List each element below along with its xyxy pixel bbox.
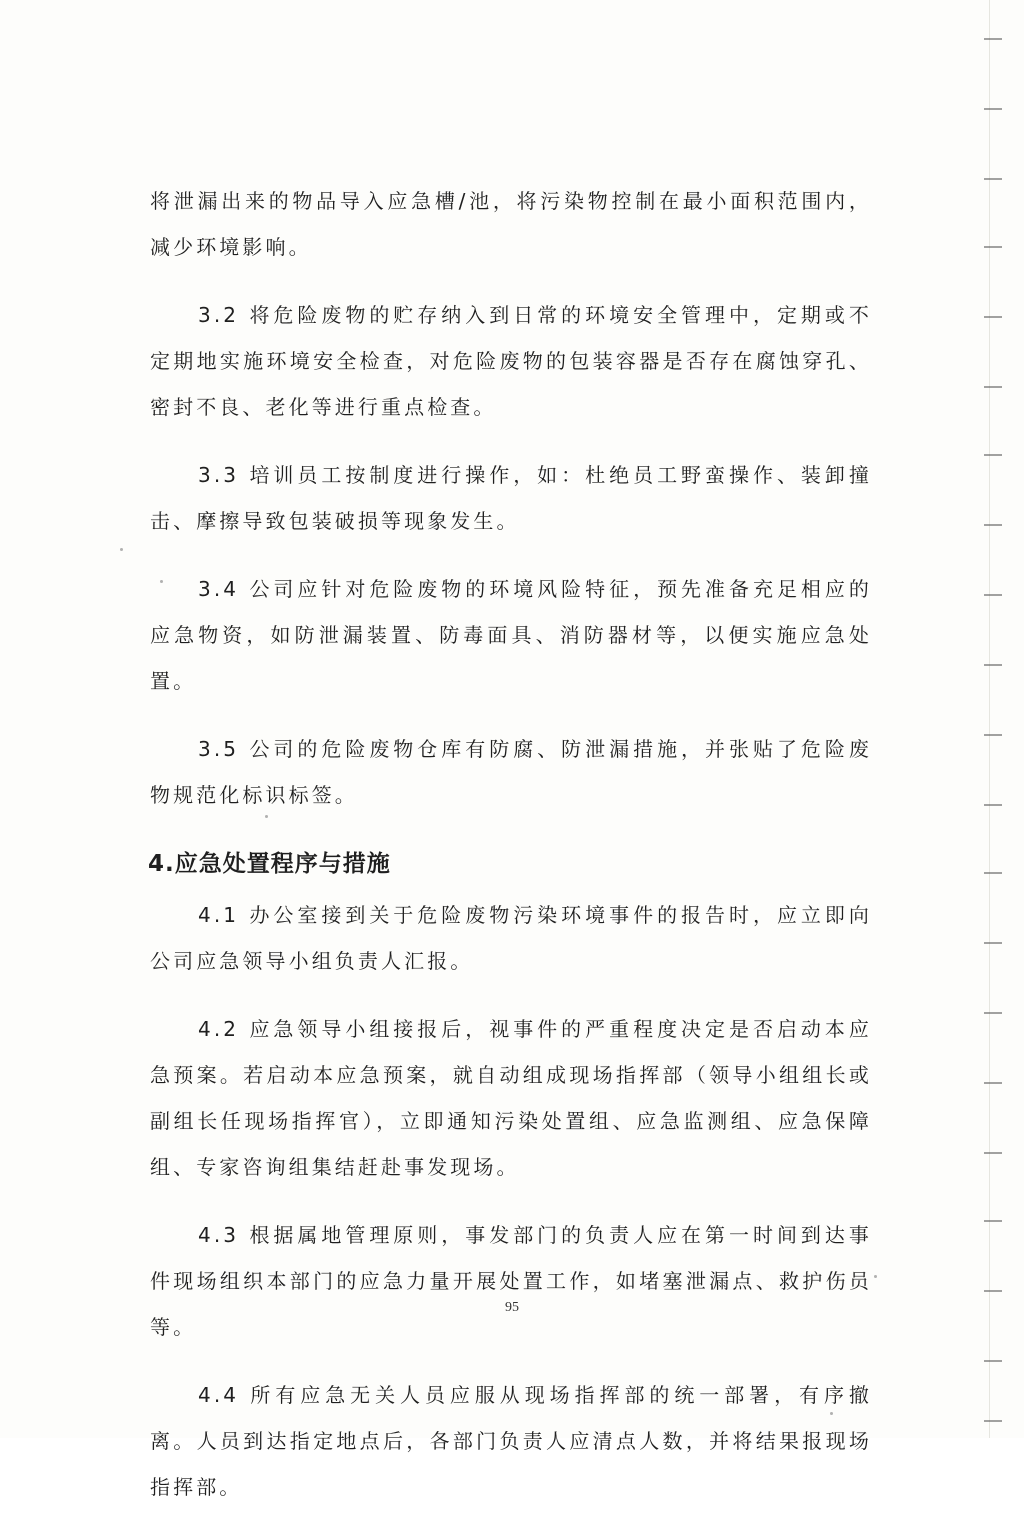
paragraph-3-2: 3.2 将危险废物的贮存纳入到日常的环境安全管理中，定期或不定期地实施环境安全检查，对危险废物的包装容器是否存在腐蚀穿孔、密封不良、老化等进行重点检查。	[150, 303, 872, 419]
paragraph-3-4: 3.4 公司应针对危险废物的环境风险特征，预先准备充足相应的应急物资，如防泄漏装置、防毒面具、消防器材等，以便实施应急处置。	[150, 577, 872, 693]
paragraph-3-5: 3.5 公司的危险废物仓库有防腐、防泄漏措施，并张贴了危险废物规范化标识标签。	[150, 737, 872, 807]
body-content	[150, 178, 872, 1532]
paragraph-4-3: 4.3 根据属地管理原则，事发部门的负责人应在第一时间到达事件现场组织本部门的应急力量开展处置工作，如堵塞泄漏点、救护伤员等。	[150, 1223, 872, 1339]
paragraph-4-1: 4.1 办公室接到关于危险废物污染环境事件的报告时，应立即向公司应急领导小组负责人汇报。	[150, 903, 872, 973]
paragraph-continuation: 将泄漏出来的物品导入应急槽/池，将污染物控制在最小面积范围内，减少环境影响。	[150, 189, 872, 259]
scan-speck	[874, 1275, 877, 1278]
page-number: 95	[505, 1300, 519, 1315]
paragraph-3-3: 3.3 培训员工按制度进行操作，如：杜绝员工野蛮操作、装卸撞击、摩擦导致包装破损等现象发生。	[150, 463, 872, 533]
paragraph-4-2: 4.2 应急领导小组接报后，视事件的严重程度决定是否启动本应急预案。若启动本应急预案，就自动组成现场指挥部（领导小组组长或副组长任现场指挥官），立即通知污染处置组、应急监测组、应急保障组、专家咨询组集结赶赴事发现场。	[150, 1017, 872, 1179]
binding-ticks	[984, 30, 1010, 1430]
section-heading: 4.应急处置程序与措施	[148, 851, 391, 877]
scan-speck	[120, 548, 123, 551]
paragraph-4-4: 4.4 所有应急无关人员应服从现场指挥部的统一部署，有序撤离。人员到达指定地点后，各部门负责人应清点人数，并将结果报现场指挥部。	[150, 1383, 872, 1499]
